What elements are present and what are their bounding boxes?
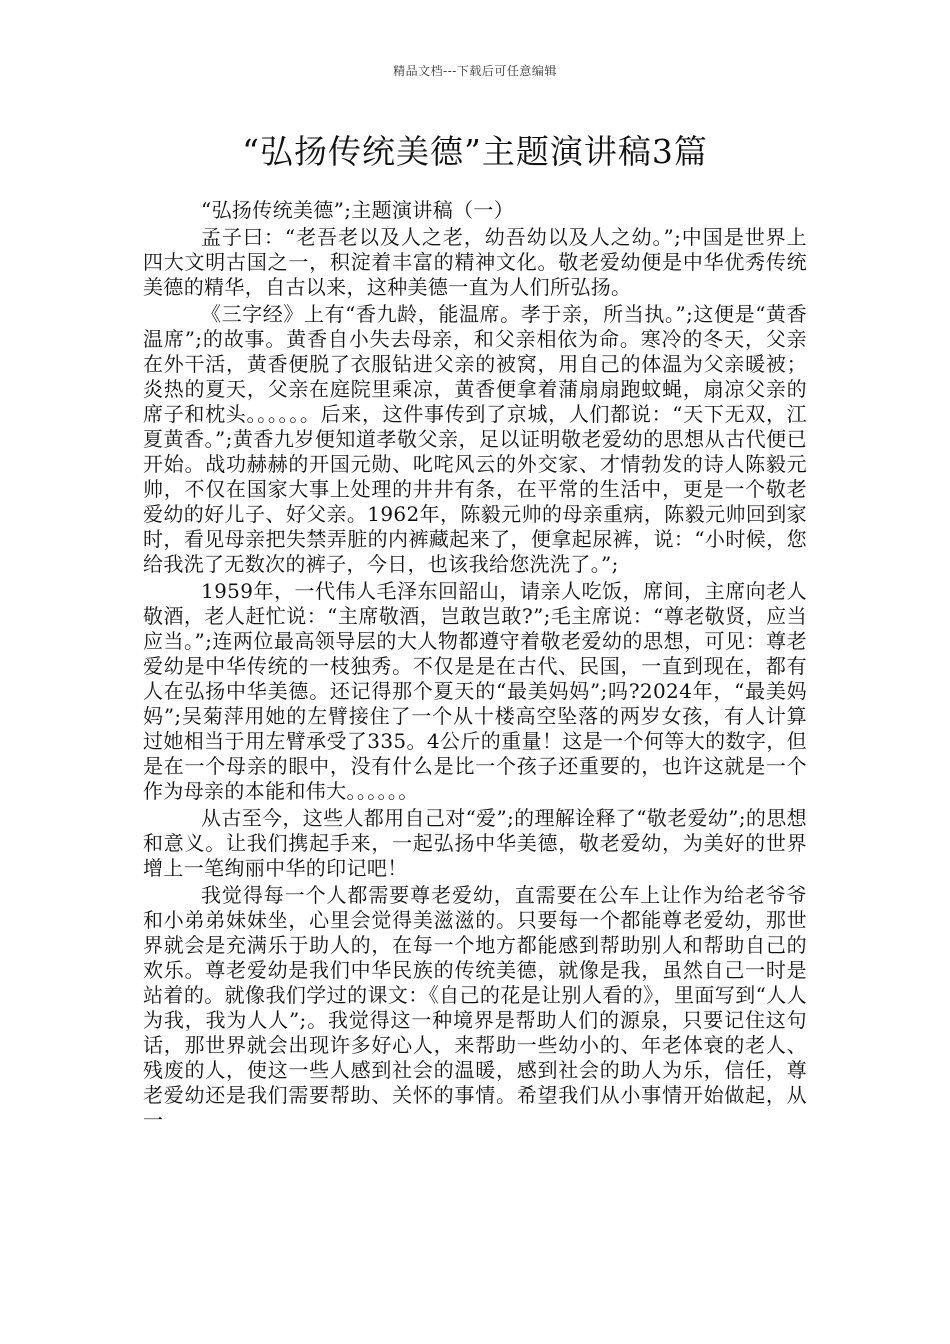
paragraph-1: 孟子曰：“老吾老以及人之老，幼吾幼以及人之幼。”;中国是世界上四大文明古国之一，积淀着丰富的精神文化。敬老爱幼便是中华优秀传统美德的精华，自古以来，这种美德一直为人们所弘扬。 — [143, 225, 807, 299]
paragraph-3: 1959年，一代伟人毛泽东回韶山，请亲人吃饭，席间，主席向老人敬酒，老人赶忙说：“主席敬酒，岂敢岂敢?”;毛主席说：“尊老敬贤，应当应当。”;连两位最高领导层的大人物都遵守着敬老爱幼的思想，可见：尊老爱幼是中华传统的一枝独秀。不仅是是在古代、民国，一直到现在，都有人在弘扬中华美德。还记得那个夏天的“最美妈妈”;吗?2024年，“最美妈妈”;吴菊萍用她的左臂接住了一个从十楼高空坠落的两岁女孩，有人计算过她相当于用左臂承受了335。4公斤的重量！这是一个何等大的数字，但是在一个母亲的眼中，没有什么是比一个孩子还重要的，也许这就是一个作为母亲的本能和伟大。。。。。。 — [143, 579, 807, 803]
paragraph-5: 我觉得每一个人都需要尊老爱幼，直需要在公车上让作为给老爷爷和小弟弟妹妹坐，心里会觉得美滋滋的。只要每一个都能尊老爱幼，那世界就会是充满乐于助人的，在每一个地方都能感到帮助别人和帮助自己的欢乐。尊老爱幼是我们中华民族的传统美德，就像是我，虽然自己一时是站着的。就像我们学过的课文：《自己的花是让别人看的》，里面写到“人人为我，我为人人”;。我觉得这一种境界是帮助人们的源泉，只要记住这句话，那世界就会出现许多好心人，来帮助一些幼小的、年老体衰的老人、残废的人，使这一些人感到社会的温暖，感到社会的助人为乐，信任，尊老爱幼还是我们需要帮助、关怀的事情。希望我们从小事情开始做起，从一 — [143, 883, 807, 1132]
header-note: 精品文档---下载后可任意编辑 — [393, 64, 557, 78]
section-subtitle: “弘扬传统美德”;主题演讲稿（一） — [201, 198, 515, 222]
paragraph-4: 从古至今，这些人都用自己对“爱”;的理解诠释了“敬老爱幼”;的思想和意义。让我们携起手来，一起弘扬中华美德，敬老爱幼，为美好的世界增上一笔绚丽中华的印记吧！ — [143, 806, 807, 880]
document-body — [143, 198, 807, 1133]
document-title: “弘扬传统美德”主题演讲稿3篇 — [242, 132, 708, 171]
paragraph-2: 《三字经》上有“香九龄，能温席。孝于亲，所当执。”;这便是“黄香温席”;的故事。黄香自小失去母亲，和父亲相依为命。寒冷的冬天，父亲在外干活，黄香便脱了衣服钻进父亲的被窝，用自己的体温为父亲暖被；炎热的夏天，父亲在庭院里乘凉，黄香便拿着蒲扇扇跑蚊蝇，扇凉父亲的席子和枕头。。。。。。后来，这件事传到了京城，人们都说：“天下无双，江夏黄香。”;黄香九岁便知道孝敬父亲，足以证明敬老爱幼的思想从古代便已开始。战功赫赫的开国元勋、叱咤风云的外交家、才情勃发的诗人陈毅元帅，不仅在国家大事上处理的井井有条，在平常的生活中，更是一个敬老爱幼的好儿子、好父亲。1962年，陈毅元帅的母亲重病，陈毅元帅回到家时，看见母亲把失禁弄脏的内裤藏起来了，便拿起尿裤，说：“小时候，您给我洗了无数次的裤子，今日，也该我给您洗洗了。”; — [143, 302, 807, 576]
